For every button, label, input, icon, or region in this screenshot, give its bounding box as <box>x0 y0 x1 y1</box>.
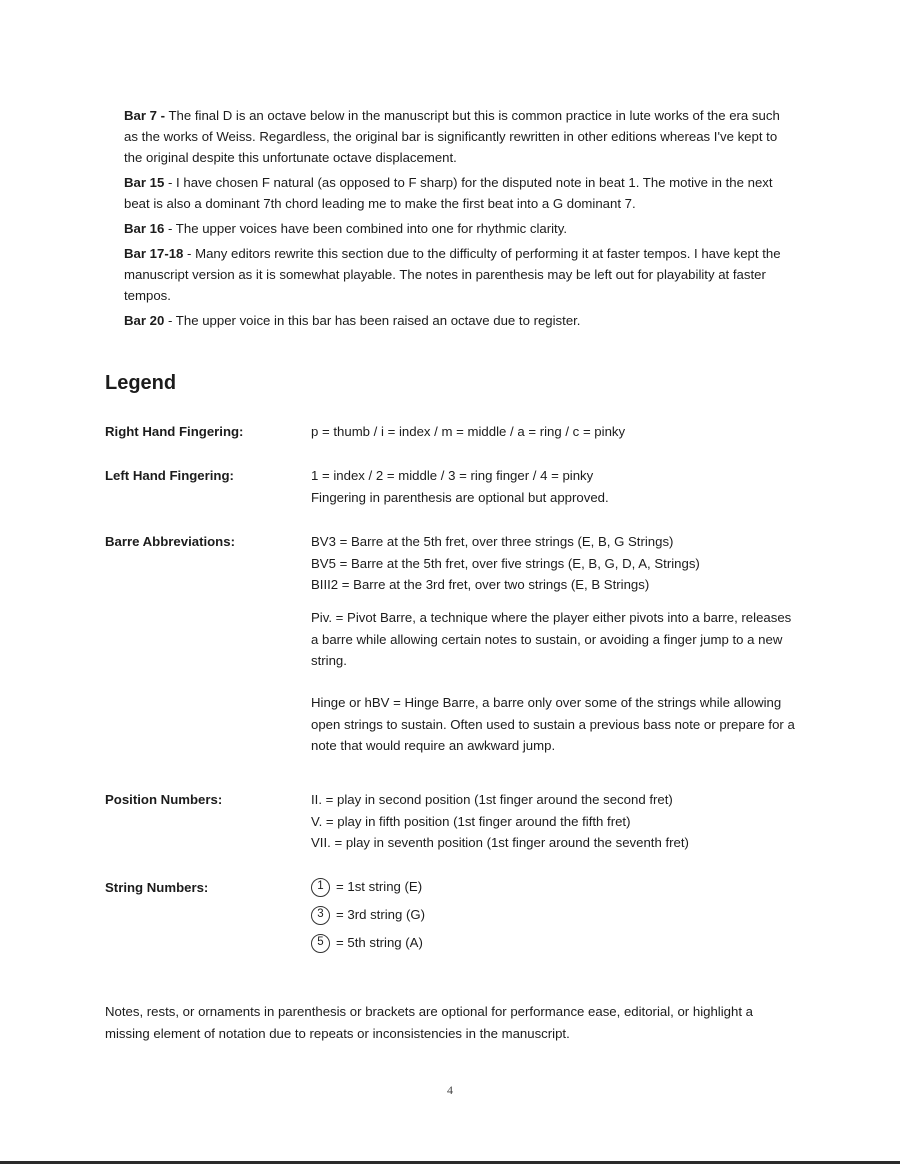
barre-bv5: BV5 = Barre at the 5th fret, over five strings (E, B, G, D, A, Strings) <box>311 555 700 571</box>
string-item <box>311 873 801 901</box>
note-text: - Many editors rewrite this section due to the difficulty of performing it at faster tempos. I have kept the manuscript version as it is somewhat playable. The notes in parenthesis may be left out for playability at faster tempos. <box>124 246 781 303</box>
note-text: The final D is an octave below in the manuscript but this is common practice in lute works of the era such as the works of Weiss. Regardless, the original bar is significantly rewritten in other editions whereas I've kept to the original despite this unfortunate octave displacement. <box>124 108 780 165</box>
note-label: Bar 15 <box>124 175 165 190</box>
note-bar-7 <box>124 105 790 168</box>
barre-pivot-text: Piv. = Pivot Barre, a technique where the player either pivots into a barre, releases a barre while allowing certain notes to sustain, or avoiding a finger jump to a new string. <box>311 610 792 668</box>
note-bar-17-18 <box>124 243 790 306</box>
left-hand-content <box>311 465 801 508</box>
note-text: - I have chosen F natural (as opposed to F sharp) for the disputed note in beat 1. The motive in the next beat is also a dominant 7th chord leading me to make the first beat into a G dominant 7. <box>124 175 773 211</box>
position-v: V. = play in fifth position (1st finger around the fifth fret) <box>311 813 631 829</box>
page-number: 4 <box>447 1083 453 1097</box>
note-label: Bar 16 <box>124 221 165 236</box>
string-item <box>311 929 801 957</box>
barre-biii2: BIII2 = Barre at the 3rd fret, over two strings (E, B Strings) <box>311 577 650 592</box>
footer-note: Notes, rests, or ornaments in parenthesis or brackets are optional for performance ease, editorial, or highlight a missing element of notation due to repeats or inconsistencies in the manuscript. <box>105 1004 753 1041</box>
position-lines <box>311 789 801 854</box>
barre-lines <box>311 531 801 596</box>
note-bar-16 <box>124 218 790 239</box>
note-bar-15 <box>124 172 790 214</box>
circled-number-5: 5 <box>311 934 330 953</box>
string-numbers <box>311 873 801 957</box>
position-ii: II. = play in second position (1st finger around the second fret) <box>311 792 673 807</box>
barre-hinge <box>311 692 801 757</box>
circled-number-3: 3 <box>311 906 330 925</box>
circled-number-1: 1 <box>311 878 330 897</box>
left-hand-fingers: 1 = index / 2 = middle / 3 = ring finger / 4 = pinky <box>311 468 594 483</box>
position-vii: VII. = play in seventh position (1st finger around the seventh fret) <box>311 835 689 850</box>
legend-heading: Legend <box>105 372 177 394</box>
string-item-text: = 5th string (A) <box>336 935 423 951</box>
string-item <box>311 901 801 929</box>
note-label: Bar 7 - <box>124 108 166 123</box>
right-hand-text: p = thumb / i = index / m = middle / a = ring / c = pinky <box>311 424 626 439</box>
note-label: Bar 20 <box>124 313 165 328</box>
right-hand-label: Right Hand Fingering: <box>105 424 244 439</box>
left-hand-label: Left Hand Fingering: <box>105 468 234 483</box>
position-label: Position Numbers: <box>105 792 223 807</box>
note-text: - The upper voice in this bar has been raised an octave due to register. <box>164 313 581 328</box>
note-label: Bar 17-18 <box>124 246 184 261</box>
string-numbers-label: String Numbers: <box>105 880 209 895</box>
barre-hinge-text: Hinge or hBV = Hinge Barre, a barre only over some of the strings while allowing open strings to sustain. Often used to sustain a previous bass note or prepare for a note that would require an awkward jump. <box>311 695 795 753</box>
barre-label: Barre Abbreviations: <box>105 534 235 549</box>
string-item-text: = 3rd string (G) <box>336 907 426 923</box>
left-hand-note: Fingering in parenthesis are optional but approved. <box>311 489 609 505</box>
string-item-text: = 1st string (E) <box>336 879 423 895</box>
barre-pivot <box>311 607 801 672</box>
note-bar-20 <box>124 310 790 331</box>
editorial-notes <box>124 105 790 335</box>
right-hand-content <box>311 421 801 443</box>
note-text: - The upper voices have been combined into one for rhythmic clarity. <box>164 221 567 236</box>
barre-bv3: BV3 = Barre at the 5th fret, over three strings (E, B, G Strings) <box>311 534 674 549</box>
